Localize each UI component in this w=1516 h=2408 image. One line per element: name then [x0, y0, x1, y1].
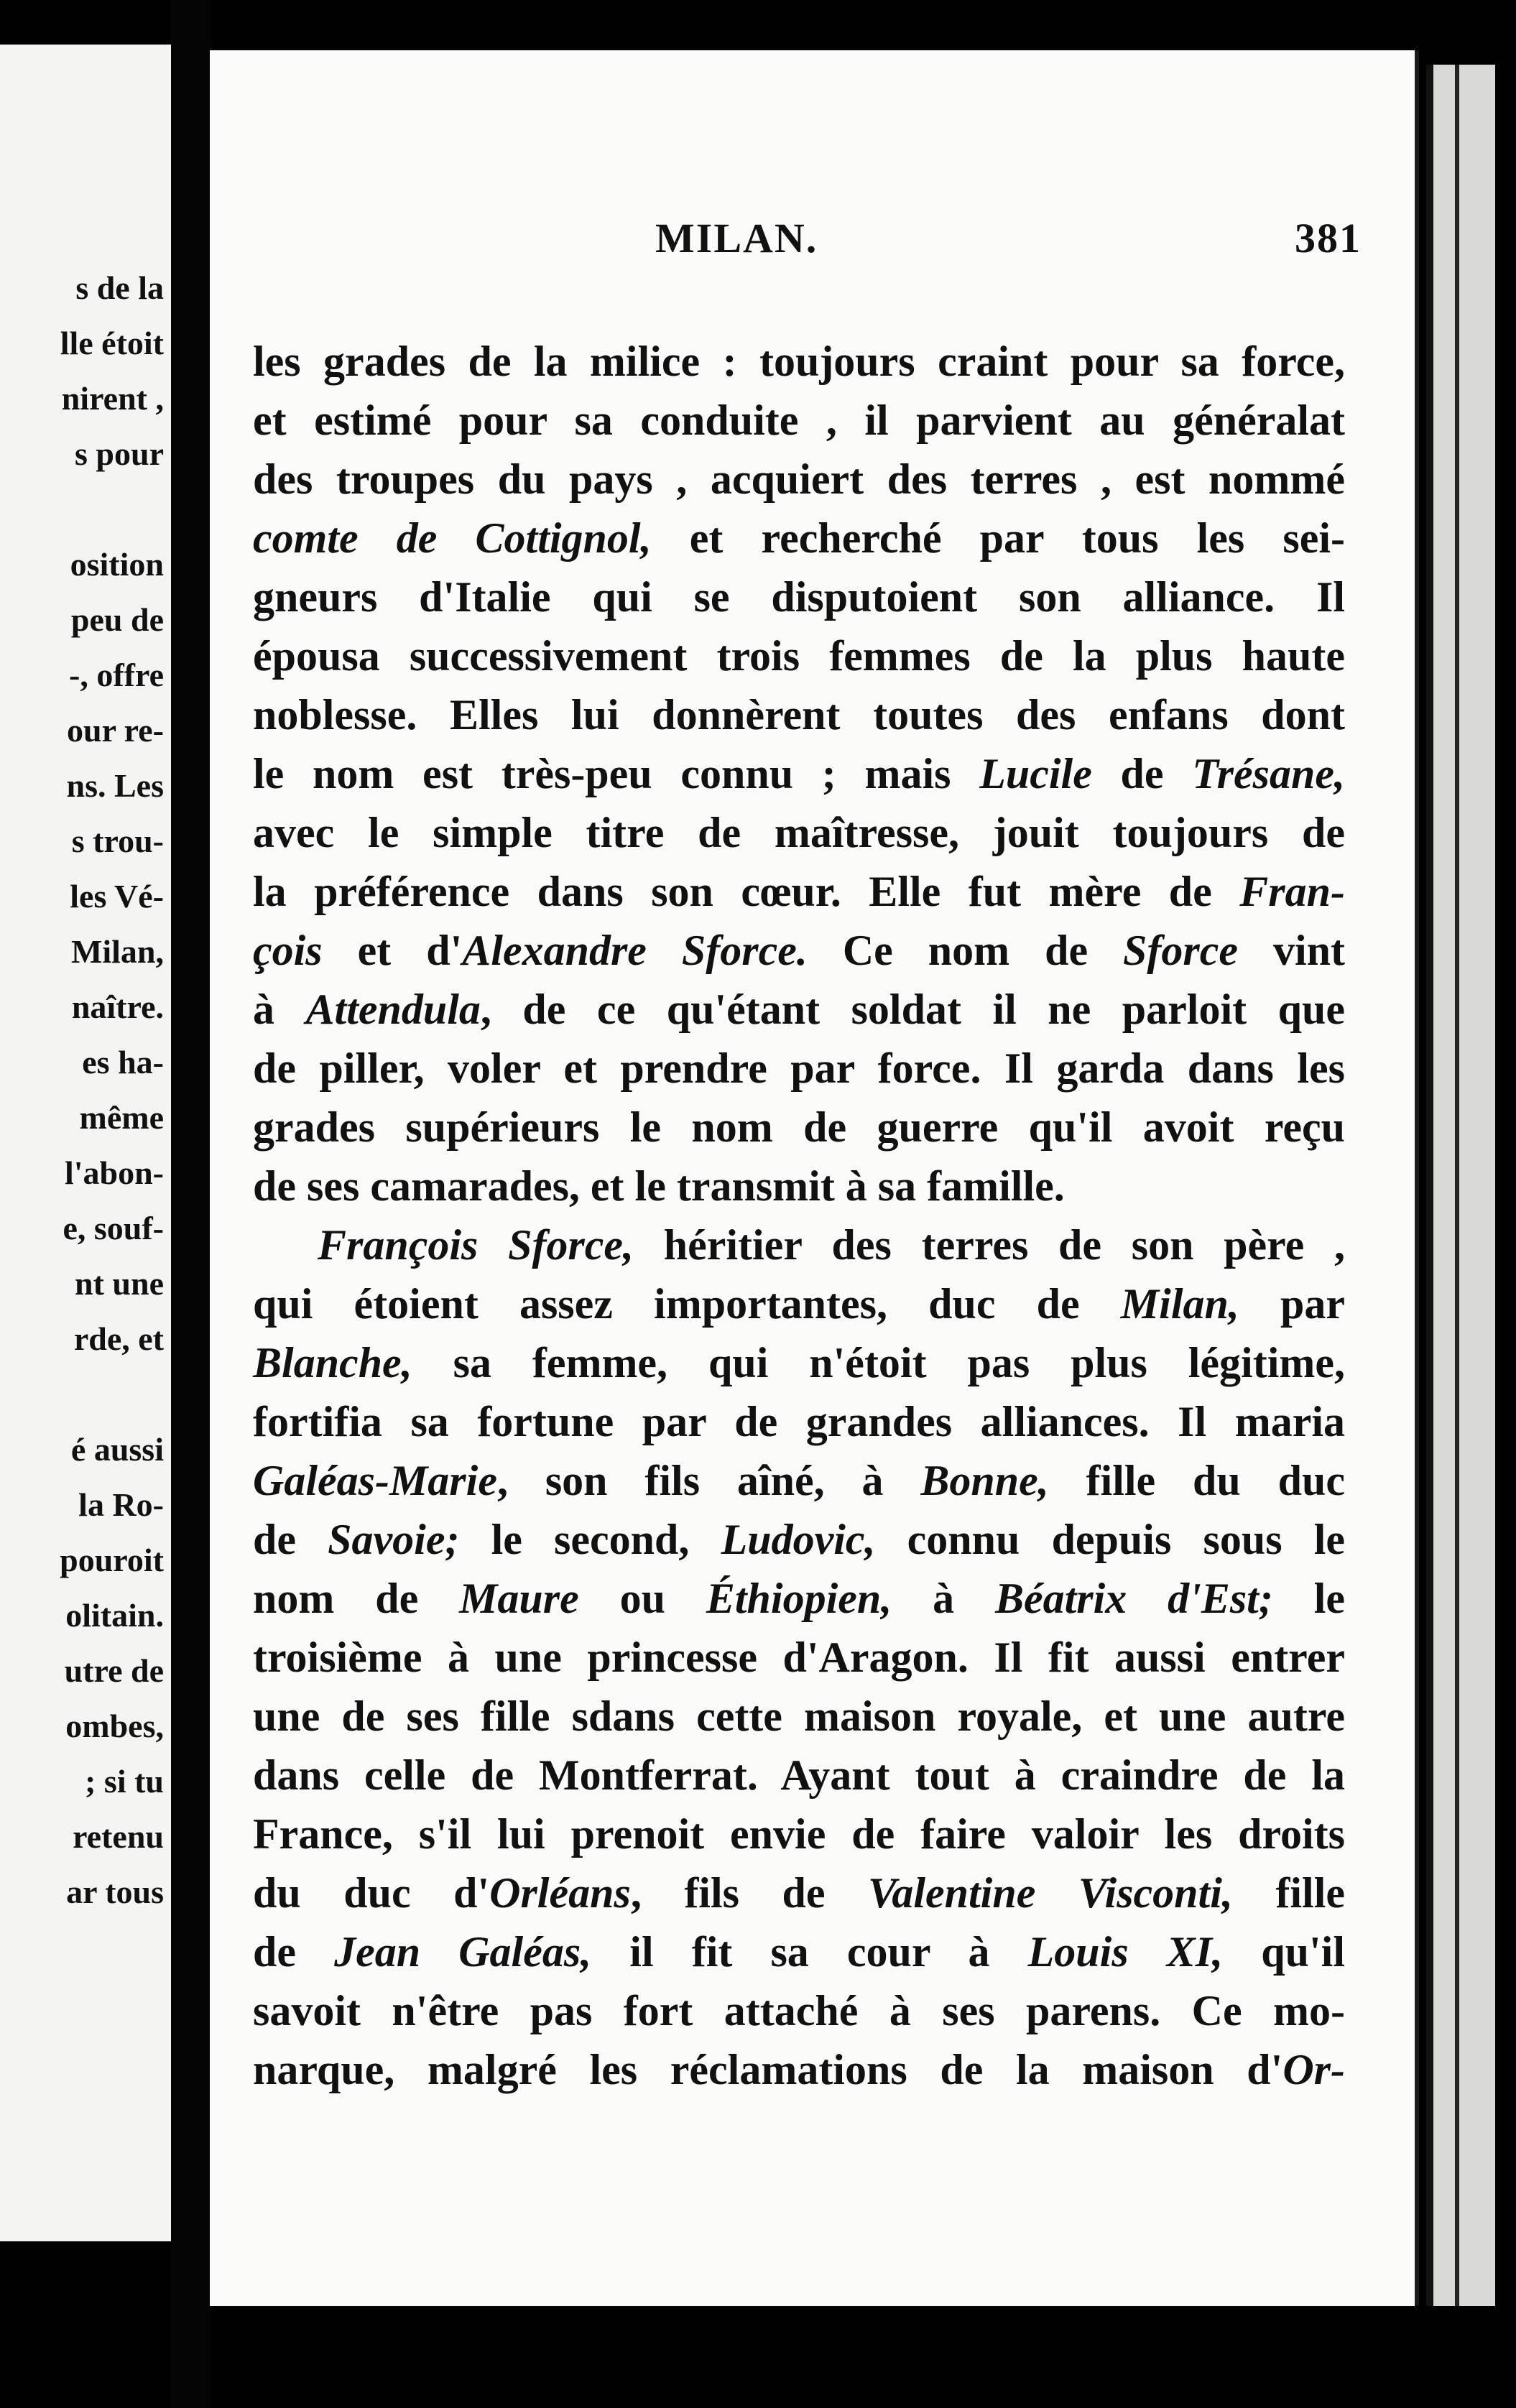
text-line: [253, 1863, 1345, 1922]
left-line: retenu: [73, 1818, 164, 1855]
book-gutter: [171, 0, 211, 2408]
text-run: noblesse. Elles lui donnèrent toutes des enfans dont: [253, 691, 1345, 738]
page-header: [210, 214, 1419, 279]
text-run: , de ce qu'étant soldat il ne parloit que: [480, 986, 1346, 1033]
left-line: même: [79, 1099, 164, 1136]
left-line: Milan,: [70, 933, 164, 970]
text-line: [253, 332, 1345, 391]
italic-run: Ludovic,: [721, 1516, 876, 1563]
text-line: [253, 568, 1345, 626]
text-line: [253, 391, 1345, 450]
text-run: ou: [578, 1575, 706, 1622]
italic-run: Bonne,: [920, 1457, 1049, 1504]
text-run: fille: [1232, 1869, 1345, 1917]
left-line: rde, et: [73, 1320, 164, 1357]
right-page: [210, 50, 1419, 2306]
italic-run: Attendula: [305, 986, 481, 1033]
text-run: la préférence dans son cœur. Elle fut mère de: [253, 868, 1240, 915]
left-line: e, souf-: [63, 1210, 164, 1246]
italic-run: Milan,: [1120, 1280, 1239, 1328]
italic-run: Louis XI,: [1027, 1928, 1224, 1976]
text-run: par: [1239, 1280, 1345, 1328]
text-line: [253, 1922, 1345, 1981]
italic-run: Trésane,: [1192, 750, 1345, 797]
left-page-text-fragments: [60, 260, 164, 1920]
left-line: nt une: [75, 1265, 164, 1302]
text-line: [253, 1569, 1345, 1628]
text-run: France, s'il lui prenoit envie de faire valoir les droits: [253, 1810, 1345, 1858]
italic-run: Savoie;: [328, 1516, 460, 1563]
left-line: ar tous: [66, 1874, 164, 1910]
italic-run: çois: [253, 927, 323, 974]
left-line: la Ro-: [78, 1486, 164, 1523]
left-line: our re-: [67, 712, 164, 749]
text-line: [253, 2040, 1345, 2099]
left-line: s pour: [75, 435, 164, 472]
text-line: [253, 1628, 1345, 1687]
text-run: sa femme, qui n'étoit pas plus légitime,: [412, 1339, 1345, 1386]
text-run: des troupes du pays , acquiert des terres , est nommé: [253, 455, 1345, 503]
text-run: épousa successivement trois femmes de la plus haute: [253, 632, 1345, 680]
italic-run: Or-: [1282, 2046, 1345, 2093]
text-run: avec le simple titre de maîtresse, jouit toujours de: [253, 809, 1345, 856]
page-number: 381: [1295, 215, 1362, 261]
text-line: [253, 1392, 1345, 1451]
text-line: [253, 1981, 1345, 2040]
text-line: [253, 1157, 1345, 1215]
text-run: le: [1272, 1575, 1345, 1622]
left-line: ombes,: [65, 1708, 164, 1744]
italic-run: Galéas-Marie: [253, 1457, 497, 1504]
text-run: fille du duc: [1048, 1457, 1345, 1504]
text-run: du duc d': [253, 1869, 490, 1917]
italic-run: Éthiopien,: [706, 1575, 892, 1622]
page-edge-stack: [1426, 65, 1495, 2306]
text-run: nom de: [253, 1575, 460, 1622]
left-line: es ha-: [82, 1044, 164, 1080]
text-line: [253, 1746, 1345, 1805]
text-run: qui étoient assez importantes, duc de: [253, 1280, 1121, 1328]
left-line: [60, 481, 164, 537]
italic-run: Maure: [459, 1575, 579, 1622]
left-line: naître.: [71, 988, 164, 1025]
italic-run: Béatrix d'Est;: [994, 1575, 1273, 1622]
text-run: et recherché par tous les sei-: [651, 514, 1345, 562]
text-line: [253, 744, 1345, 803]
text-run: Ce nom de: [807, 927, 1124, 974]
text-run: héritier des terres de son père ,: [634, 1221, 1345, 1269]
left-line: olitain.: [65, 1597, 164, 1634]
text-line: [253, 509, 1345, 568]
text-run: de: [1091, 750, 1193, 797]
left-line: é aussi: [70, 1431, 164, 1468]
text-run: les grades de la milice : toujours craint pour sa force,: [253, 338, 1345, 385]
text-run: narque, malgré les réclamations de la maison d': [253, 2046, 1283, 2093]
text-line: [253, 450, 1345, 509]
text-line: [253, 980, 1345, 1039]
text-run: une de ses fille sdans cette maison royale, et une autre: [253, 1692, 1345, 1740]
text-run: le nom est très-peu connu ; mais: [253, 750, 980, 797]
text-run: qu'il: [1223, 1928, 1346, 1976]
text-run: dans celle de Montferrat. Ayant tout à craindre de la: [253, 1751, 1345, 1799]
text-line: [253, 803, 1345, 862]
left-page: [0, 45, 171, 2241]
text-run: vint: [1238, 927, 1346, 974]
italic-run: Alexandre Sforce.: [462, 927, 808, 974]
text-run: à: [892, 1575, 995, 1622]
text-run: à: [253, 986, 306, 1033]
text-run: troisième à une princesse d'Aragon. Il fit aussi entrer: [253, 1634, 1345, 1681]
italic-run: Lucile: [979, 750, 1092, 797]
left-line: pouroit: [60, 1542, 164, 1578]
text-line: [253, 1039, 1345, 1098]
italic-run: Fran-: [1239, 868, 1345, 915]
left-line: osition: [70, 546, 164, 583]
text-line: [253, 1215, 1345, 1274]
left-line: ; si tu: [85, 1763, 164, 1800]
text-run: de piller, voler et prendre par force. Il garda dans les: [253, 1045, 1345, 1092]
text-line: [253, 1098, 1345, 1157]
left-line: les Vé-: [70, 878, 164, 914]
page-edge-line: [1455, 65, 1459, 2306]
italic-run: Valentine Visconti,: [867, 1869, 1233, 1917]
text-line: [253, 1687, 1345, 1746]
text-line: [253, 1451, 1345, 1510]
text-run: , son fils aîné, à: [496, 1457, 921, 1504]
left-line: lle étoit: [60, 325, 164, 361]
body-text: [253, 332, 1345, 2099]
text-line: [253, 685, 1345, 744]
text-line: [253, 1510, 1345, 1569]
italic-run: comte de Cottignol,: [253, 514, 652, 562]
text-line: [253, 921, 1345, 980]
text-run: connu depuis sous le: [875, 1516, 1345, 1563]
left-line: peu de: [70, 601, 164, 638]
italic-run: François Sforce,: [318, 1221, 634, 1269]
left-line: s de la: [75, 269, 164, 306]
left-line: -, offre: [69, 657, 164, 693]
text-run: de: [253, 1928, 335, 1976]
left-line: l'abon-: [64, 1154, 164, 1191]
text-run: , fils de: [630, 1869, 868, 1917]
running-title: MILAN.: [655, 215, 818, 261]
text-run: grades supérieurs le nom de guerre qu'il avoit reçu: [253, 1103, 1345, 1151]
text-run: gneurs d'Italie qui se disputoient son alliance. Il: [253, 573, 1345, 621]
text-run: il fit sa cour à: [591, 1928, 1028, 1976]
text-line: [253, 862, 1345, 921]
text-run: de: [253, 1516, 328, 1563]
italic-run: Jean Galéas,: [334, 1928, 592, 1976]
left-line: [60, 1366, 164, 1422]
text-line: [253, 1805, 1345, 1863]
italic-run: Sforce: [1123, 927, 1239, 974]
text-run: et estimé pour sa conduite , il parvient au généralat: [253, 397, 1345, 444]
text-line: [253, 1274, 1345, 1333]
italic-run: Blanche,: [253, 1339, 412, 1386]
left-line: s trou-: [71, 823, 164, 859]
text-line: [253, 626, 1345, 685]
text-run: de ses camarades, et le transmit à sa famille.: [253, 1162, 1065, 1210]
left-line: ns. Les: [66, 767, 164, 804]
text-run: le second,: [459, 1516, 721, 1563]
left-line: utre de: [64, 1652, 164, 1689]
text-run: et d': [322, 927, 463, 974]
text-run: fortifia sa fortune par de grandes alliances. Il maria: [253, 1398, 1345, 1445]
text-line: [253, 1333, 1345, 1392]
italic-run: Orléans: [489, 1869, 631, 1917]
text-run: savoit n'être pas fort attaché à ses parens. Ce mo-: [253, 1987, 1345, 2034]
left-line: nirent ,: [61, 380, 164, 417]
